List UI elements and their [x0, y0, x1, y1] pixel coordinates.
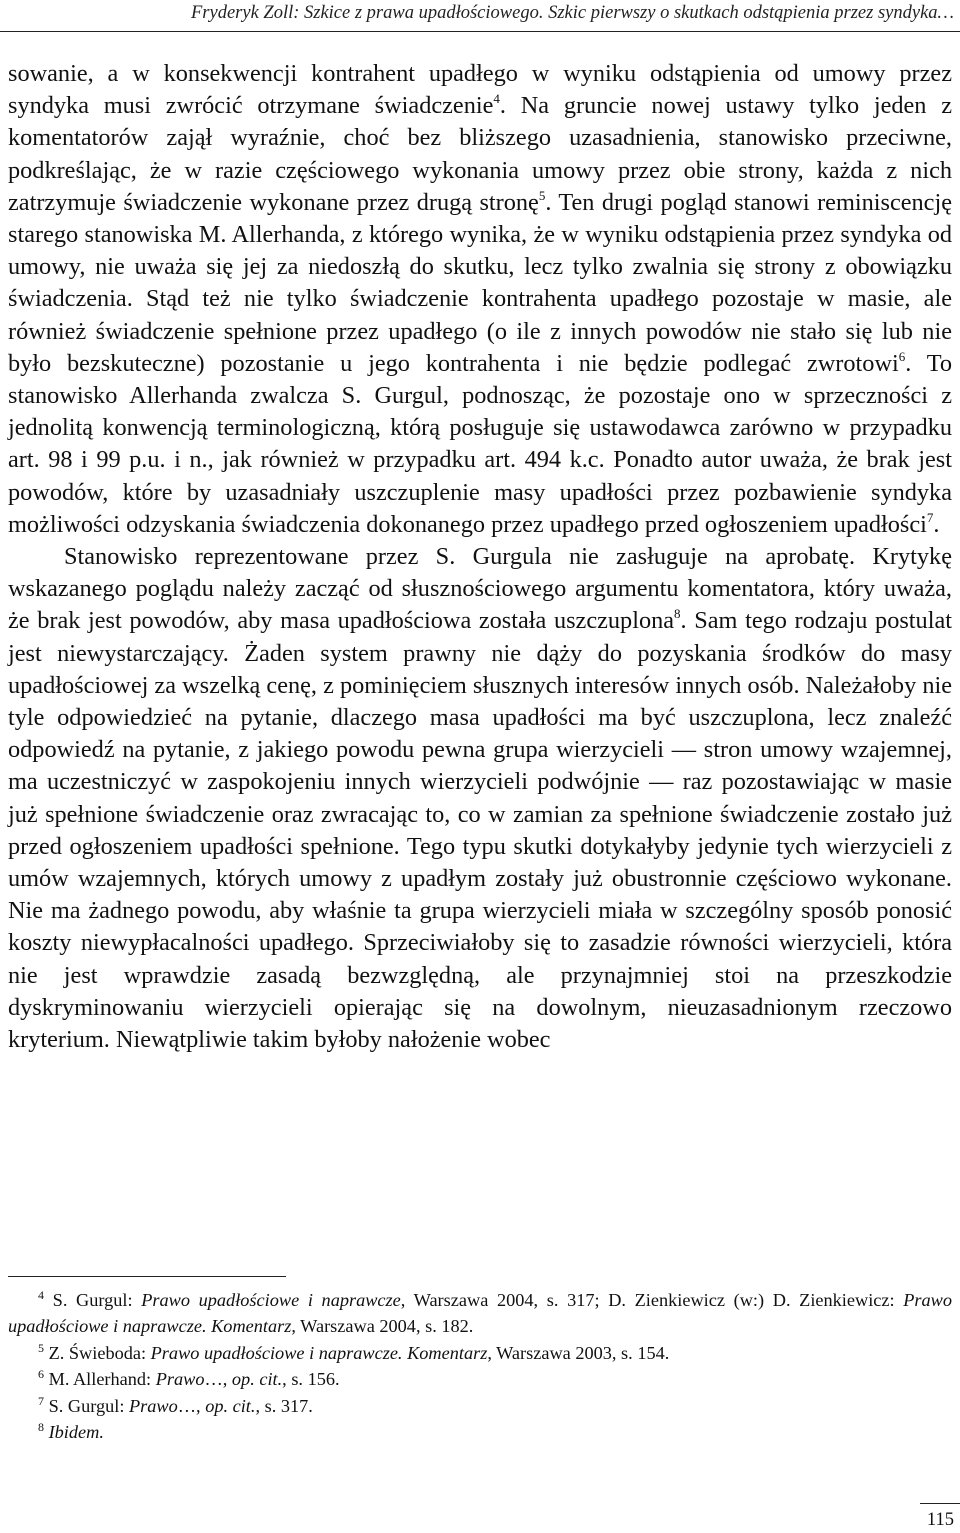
paragraph-1: [8, 58, 952, 541]
paragraph-1-text-5: .: [933, 510, 940, 538]
footnote-6-text-b: …,: [204, 1369, 232, 1390]
footnote-rule: [8, 1276, 286, 1277]
paragraph-2-text-2: . Sam tego rodzaju postulat jest niewystarczający. Żaden system prawny nie dąży do pozyskania środków do masy upadłościowej za wszelką cenę, z pominięciem słusznych interesów innych osób. Należałoby nie tyle odpowiedzieć na pytanie, dlaczego masa upadłości ma być uszczuplona, lecz znaleźć odpowiedź na pytanie, z jakiego powodu pewna grupa wierzycieli — stron umowy wzajemnej, ma uczestniczyć w zaspokojeniu innych wierzycieli podwójnie — raz pozostawiając w masie już spełnione świadczenie oraz zwracając to, co w zamian za spełnione świadczenie zostało już przed ogłoszeniem upadłości spełnione. Tego typu skutki dotykałyby jedynie tych wierzycieli z umów wzajemnych, których umowy z upadłym zostały już obustronnie częściowo wykonane. Nie ma żadnego powodu, aby właśnie ta grupa wierzycieli miała w szczególny sposób ponosić koszty niewypłacalności upadłego. Sprzeciwiałoby się to zasadzie równości wierzycieli, która nie jest wprawdzie zasadą bezwzględną, ale przynajmniej stoi na przeszkodzie dyskryminowaniu wierzycieli opierając się na dowolnym, nieuzasadnionym rzeczowo kryterium. Niewątpliwie takim byłoby nałożenie wobec: [8, 607, 952, 1054]
page-number: 115: [926, 1510, 954, 1530]
footnote-6: [8, 1366, 952, 1392]
footnote-6-title-2: op. cit.: [231, 1369, 283, 1390]
body-text: [8, 58, 952, 1056]
footnote-7-text-b: …,: [177, 1395, 206, 1416]
footnotes: [8, 1287, 952, 1445]
footnote-6-number: 6: [38, 1367, 44, 1382]
page-number-rule: [920, 1503, 960, 1504]
footnote-5: [8, 1340, 952, 1366]
footnote-5-text-a: Z. Świeboda:: [44, 1342, 151, 1363]
running-head-rule: [0, 31, 960, 32]
footnote-4-title-2: Prawo upadłościowe i naprawcze. Komentarz: [8, 1290, 952, 1337]
footnote-7-text-c: , s. 317.: [255, 1395, 313, 1416]
footnote-6-title-1: Prawo: [155, 1369, 205, 1390]
footnote-4-title-1: Prawo upadłościowe i naprawcze: [141, 1290, 401, 1310]
footnote-6-text-a: M. Allerhand:: [44, 1369, 156, 1390]
footnote-8-number: 8: [38, 1419, 44, 1434]
footnote-ref-4[interactable]: 4: [493, 91, 500, 107]
paragraph-1-text-3: . Ten drugi pogląd stanowi reminiscencję starego stanowiska M. Allerhanda, z którego wynika, że w wyniku odstąpienia przez syndyka od umowy, nie uważa się jej za niedoszłą do skutku, lecz tylko zwalnia się strony z obowiązku świadczenia. Stąd też nie tylko świadczenie kontrahenta upadłego pozostaje w masie, ale również świadczenie spełnione przez upadłego (o ile z innych powodów nie stało się lub nie było bezskuteczne) pozostanie u jego kontrahenta i nie będzie podlegać zwrotowi: [8, 188, 952, 377]
footnote-4-text-c: , Warszawa 2004, s. 182.: [291, 1316, 474, 1337]
footnote-4-text-a: S. Gurgul:: [44, 1290, 142, 1310]
paragraph-1-text-4: . To stanowisko Allerhanda zwalcza S. Gurgul, podnosząc, że pozostaje ono w sprzeczności z jednolitą konwencją terminologiczną, którą posługuje się ustawodawca zarówno w przypadku art. 98 i 99 p.u. i n., jak również w przypadku art. 494 k.c. Ponadto autor uważa, że brak jest powodów, które by uzasadniały uszczuplenie masy upadłości przez pozbawienie syndyka możliwości odzyskania świadczenia dokonanego przez upadłego przed ogłoszeniem upadłości: [8, 349, 952, 538]
footnote-7-title-2: op. cit.: [205, 1395, 256, 1416]
footnote-5-title-1: Prawo upadłościowe i naprawcze. Komentarz: [150, 1342, 488, 1363]
footnote-ref-5[interactable]: 5: [538, 187, 546, 203]
footnote-8-title-1: Ibidem.: [48, 1422, 104, 1443]
footnote-6-text-c: , s. 156.: [282, 1369, 340, 1390]
footnote-ref-8[interactable]: 8: [674, 606, 681, 622]
footnote-4-text-b: , Warszawa 2004, s. 317; D. Zienkiewicz (w:) D. Zienkiewicz:: [400, 1290, 904, 1310]
paragraph-1-text-1: sowanie, a w konsekwencji kontrahent upadłego w wyniku odstąpienia od umowy przez syndyka musi zwrócić otrzymane świadczenie: [8, 60, 952, 120]
footnote-8: [8, 1419, 952, 1445]
paragraph-2-text-1: Stanowisko reprezentowane przez S. Gurgula nie zasługuje na aprobatę. Krytykę wskazanego poglądu należy zacząć od słusznościowego argumentu komentatora, który uważa, że brak jest powodów, aby masa upadłościowa została uszczuplona: [8, 543, 952, 635]
paragraph-2: [8, 541, 952, 1056]
footnote-7-text-a: S. Gurgul:: [44, 1395, 129, 1416]
running-head: Fryderyk Zoll: Szkice z prawa upadłościowego. Szkic pierwszy o skutkach odstąpienia przez syndyka…: [190, 3, 954, 23]
footnote-5-text-b: , Warszawa 2003, s. 154.: [487, 1342, 670, 1363]
footnote-5-number: 5: [38, 1340, 44, 1355]
footnote-7-number: 7: [38, 1393, 44, 1408]
footnote-7: [8, 1393, 952, 1419]
footnote-4-number: 4: [38, 1287, 44, 1302]
footnote-ref-6[interactable]: 6: [898, 348, 906, 364]
footnote-7-title-1: Prawo: [129, 1395, 178, 1416]
paragraph-1-text-2: . Na gruncie nowej ustawy tylko jeden z komentatorów zajął wyraźnie, choć bez bliższego uzasadnienia, stanowisko przeciwne, podkreślając, że w razie częściowego wykonania umowy przez obie strony, każda z nich zatrzymuje świadczenie wykonane przez drugą stronę: [8, 92, 952, 216]
footnote-ref-7[interactable]: 7: [926, 509, 934, 525]
footnote-4: [8, 1287, 952, 1340]
